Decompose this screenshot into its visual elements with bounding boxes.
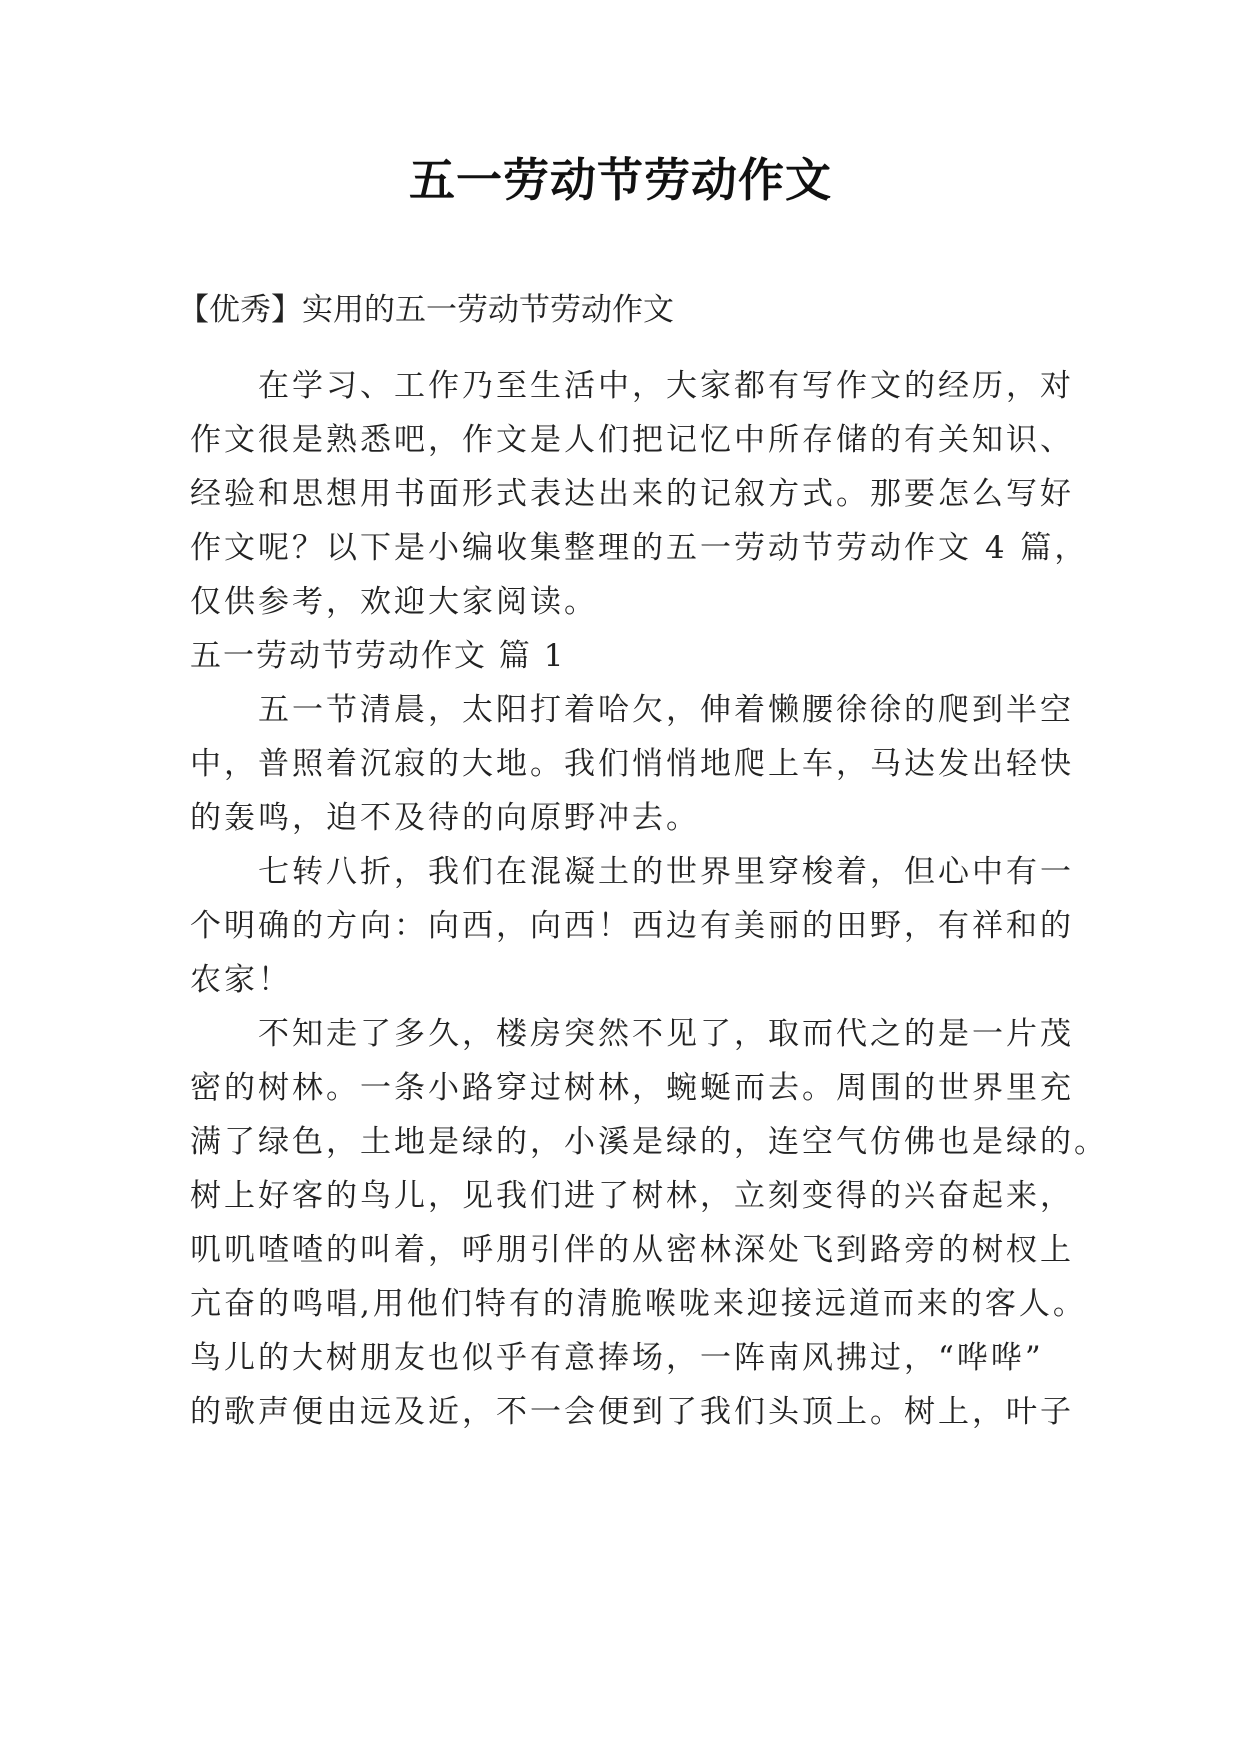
body-line: 密的树林。一条小路穿过树林，蜿蜒而去。周围的世界里充 [190, 1070, 1074, 1106]
body-line: 作文很是熟悉吧，作文是人们把记忆中所存储的有关知识、 [190, 422, 1074, 458]
body-line: 七转八折，我们在混凝土的世界里穿梭着，但心中有一 [258, 854, 1074, 890]
body-line: 鸟儿的大树朋友也似乎有意捧场，一阵南风拂过，“哗哗” [190, 1340, 1044, 1376]
document-title: 五一劳动节劳动作文 [409, 153, 832, 207]
body-line: 仅供参考，欢迎大家阅读。 [190, 584, 598, 620]
body-line: 不知走了多久，楼房突然不见了，取而代之的是一片茂 [258, 1016, 1074, 1052]
body-line: 叽叽喳喳的叫着，呼朋引伴的从密林深处飞到路旁的树杈上 [190, 1232, 1074, 1268]
body-line: 作文呢？以下是小编收集整理的五一劳动节劳动作文 4 篇， [190, 530, 1089, 566]
body-line: 个明确的方向：向西，向西！西边有美丽的田野，有祥和的 [190, 908, 1074, 944]
body-line: 在学习、工作乃至生活中，大家都有写作文的经历，对 [258, 368, 1074, 404]
body-line: 农家！ [190, 962, 292, 998]
body-line: 的歌声便由远及近，不一会便到了我们头顶上。树上，叶子 [190, 1394, 1074, 1430]
body-line: 亢奋的鸣唱,用他们特有的清脆喉咙来迎接远道而来的客人。 [190, 1286, 1087, 1322]
body-line: 的轰鸣，迫不及待的向原野冲去。 [190, 800, 700, 836]
body-line: 树上好客的鸟儿，见我们进了树林，立刻变得的兴奋起来， [190, 1178, 1074, 1214]
document-subtitle: 【优秀】实用的五一劳动节劳动作文 [178, 292, 674, 328]
body-line: 五一节清晨，太阳打着哈欠，伸着懒腰徐徐的爬到半空 [258, 692, 1074, 728]
body-line: 中，普照着沉寂的大地。我们悄悄地爬上车，马达发出轻快 [190, 746, 1074, 782]
body-line: 满了绿色，土地是绿的，小溪是绿的，连空气仿佛也是绿的。 [190, 1124, 1108, 1160]
body-line: 经验和思想用书面形式表达出来的记叙方式。那要怎么写好 [190, 476, 1074, 512]
section-heading: 五一劳动节劳动作文 篇 1 [190, 638, 566, 674]
